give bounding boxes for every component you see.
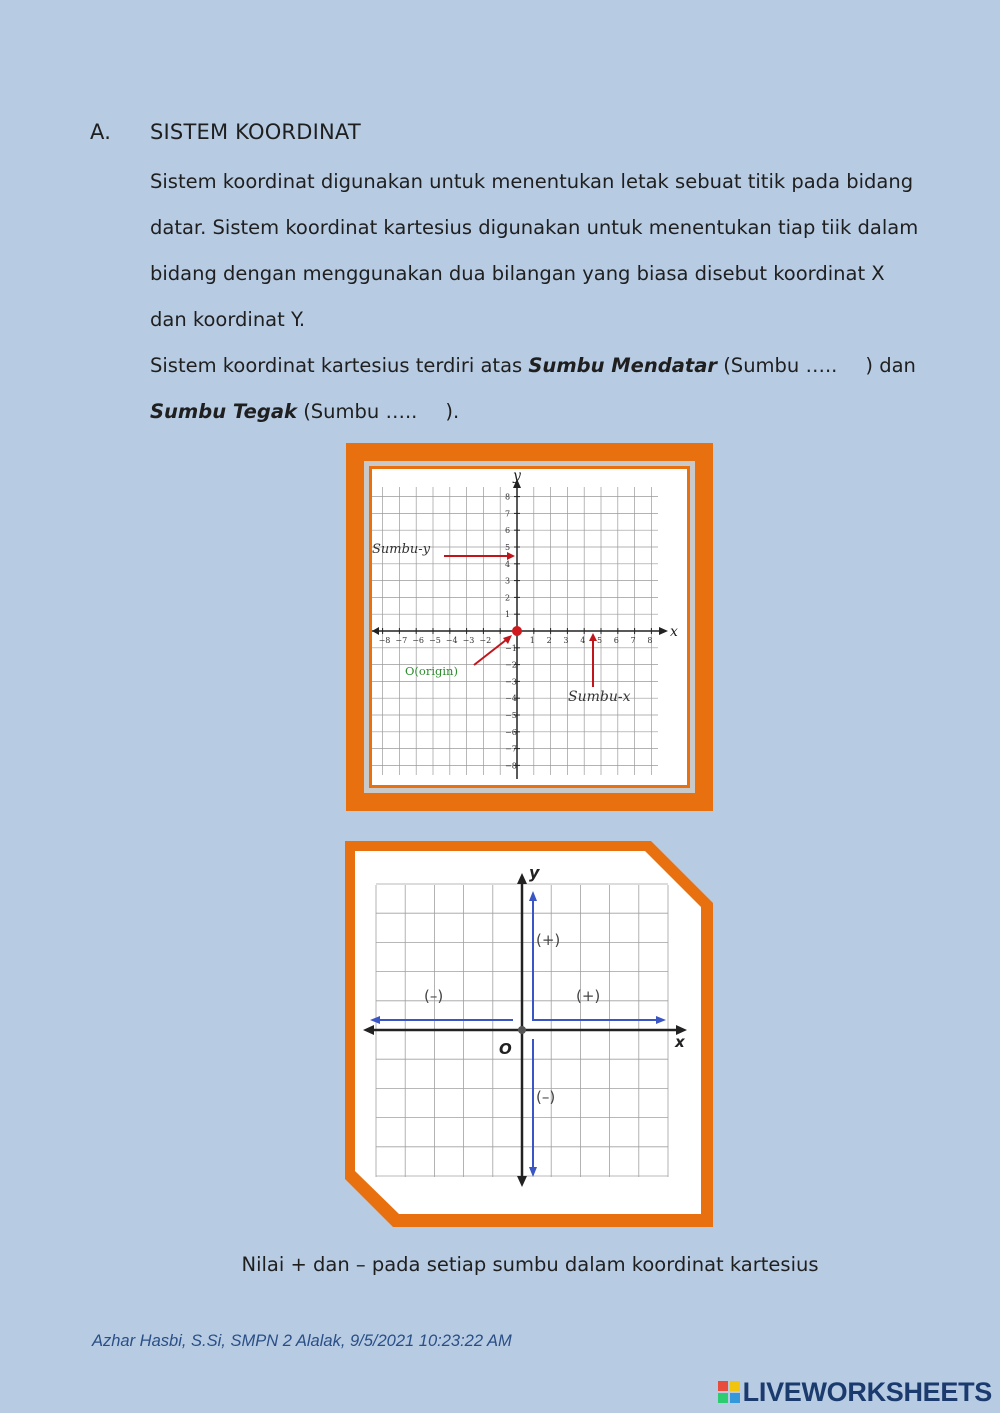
fig1-y-tick-label: −6: [505, 727, 517, 737]
origin-point: [512, 626, 522, 636]
fig1-x-tick-label: 2: [546, 636, 552, 645]
fig1-x-arrowhead-left: [372, 627, 379, 635]
blank-vertical-suffix: ).: [445, 400, 460, 423]
arrow-sumbu-y-head: [507, 552, 515, 560]
section-number: A.: [90, 120, 112, 144]
label-origin: O(origin): [405, 664, 458, 678]
liveworksheets-logo-icon: [718, 1379, 740, 1401]
figure-sign-diagram: [345, 841, 713, 1227]
fig1-y-tick-label: 3: [505, 576, 511, 586]
fig1-x-tick-label: 3: [563, 636, 569, 645]
fig1-x-tick-label: 6: [613, 636, 619, 645]
fig1-y-tick-label: 4: [505, 559, 511, 569]
blank-horizontal-prefix: (Sumbu …..: [723, 354, 838, 377]
brand-logo[interactable]: [718, 1377, 992, 1408]
fig1-x-tick-label: −2: [479, 636, 492, 645]
fig1-x-tick-label: 5: [597, 636, 603, 645]
fig1-y-tick-label: −7: [505, 744, 517, 754]
fig1-y-tick-label: 7: [505, 509, 511, 519]
fig1-y-tick-label: 5: [505, 543, 511, 552]
fig2-x-label: x: [675, 1033, 685, 1051]
fig1-x-tick-label: 4: [580, 636, 586, 645]
fig1-x-tick-label: 7: [630, 636, 636, 645]
fig2-y-label: y: [529, 863, 540, 882]
label-sumbu-y: Sumbu-y: [372, 542, 431, 557]
fig1-x-arrowhead: [659, 627, 668, 635]
brand-name: LIVEWORKSHEETS: [742, 1377, 992, 1407]
sign-up: (+): [536, 931, 561, 949]
figure1-paper: [372, 469, 687, 785]
fig2-origin-point: [518, 1026, 526, 1034]
fig1-y-label: y: [513, 469, 521, 484]
fig1-x-tick-label: −5: [429, 636, 441, 645]
figure-caption: Nilai + dan – pada setiap sumbu dalam koordinat kartesius: [241, 1253, 819, 1276]
sign-down: (–): [536, 1088, 556, 1106]
fig2-paper: [355, 851, 701, 1214]
figure2-graph: [345, 841, 713, 1227]
fig1-x-tick-label: 8: [647, 636, 653, 645]
fig1-y-tick-label: 6: [505, 526, 511, 536]
label-sumbu-x: Sumbu-x: [568, 689, 631, 705]
figure1-graph: [372, 469, 687, 785]
fig2-origin-label: O: [499, 1040, 512, 1058]
term-vertical-axis: Sumbu Tegak: [150, 400, 297, 423]
intro-paragraph: Sistem koordinat digunakan untuk menentukan letak sebuat titik pada bidang datar. Sistem koordinat kartesius digunakan untuk menentukan tiap tiik dalam bidang dengan menggunakan dua bilangan yang biasa disebut koordinat X dan koordinat Y.: [150, 170, 919, 331]
fig1-y-tick-label: −2: [505, 660, 517, 670]
arrow-origin-head: [503, 635, 512, 644]
fig1-y-tick-label: 8: [505, 492, 511, 502]
figure-cartesian-plane: [346, 443, 713, 811]
fig1-y-tick-label: −3: [505, 677, 517, 687]
fig1-x-label: x: [670, 624, 678, 640]
arrow-sumbu-x-head: [589, 633, 597, 641]
fig1-x-tick-label: 1: [529, 636, 535, 645]
fig1-y-tick-label: −8: [505, 761, 517, 771]
fig1-y-tick-label: 1: [505, 610, 511, 620]
blank-horizontal-suffix: ) dan: [865, 354, 916, 377]
sign-left: (–): [424, 987, 444, 1005]
fig1-x-tick-label: −7: [395, 636, 408, 645]
fig1-x-tick-label: −8: [378, 636, 391, 645]
fig1-x-tick-label: −4: [445, 636, 458, 645]
sign-right: (+): [576, 987, 601, 1005]
fig1-y-tick-label: −4: [505, 694, 517, 704]
fig1-x-tick-label: −3: [462, 636, 475, 645]
fig1-y-tick-label: −1: [505, 643, 517, 653]
author-footer: Azhar Hasbi, S.Si, SMPN 2 Alalak, 9/5/2021 10:23:22 AM: [92, 1332, 512, 1350]
section-heading: [90, 120, 361, 144]
axes-paragraph: [150, 343, 920, 435]
term-horizontal-axis: Sumbu Mendatar: [528, 354, 717, 377]
fig1-x-tick-label: −6: [412, 636, 424, 645]
fig1-y-tick-label: 2: [505, 593, 511, 603]
fig1-y-tick-label: −5: [505, 711, 517, 720]
blank-vertical-prefix: (Sumbu …..: [303, 400, 418, 423]
section-title: SISTEM KOORDINAT: [150, 120, 361, 144]
axes-intro: Sistem koordinat kartesius terdiri atas: [150, 354, 523, 377]
